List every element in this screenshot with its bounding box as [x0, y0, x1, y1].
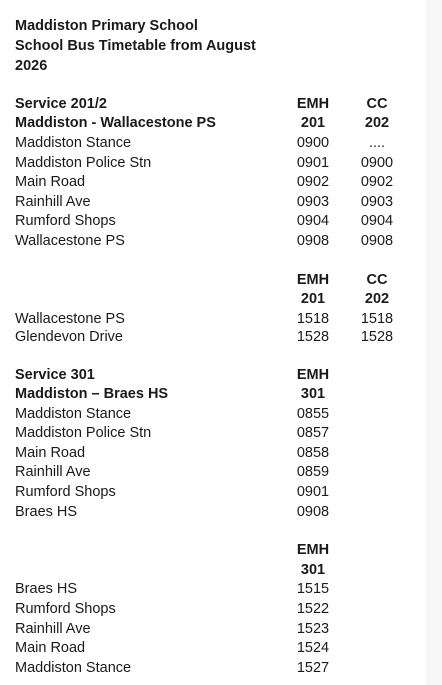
time-301: 1515 [296, 581, 330, 597]
table-row [0, 231, 426, 251]
table-row [0, 638, 426, 658]
time-202: 0908 [360, 233, 394, 249]
time-301: 1524 [296, 640, 330, 656]
time-202: 0904 [360, 213, 394, 229]
title-line-1: Maddiston Primary School [15, 18, 198, 34]
time-202: 1528 [360, 329, 394, 345]
time-201: 1518 [296, 311, 330, 327]
stop-name: Rainhill Ave [15, 464, 91, 480]
stop-name: Main Road [15, 640, 86, 656]
stop-name: Rainhill Ave [15, 194, 91, 210]
operator-cc: CC [366, 96, 388, 112]
afternoon-301-number-row [0, 560, 426, 580]
table-row [0, 211, 426, 231]
time-301: 0855 [296, 406, 330, 422]
service-201-route: Maddiston - Wallacestone PS [15, 115, 216, 131]
table-row [0, 462, 426, 482]
service-301-header-row [0, 365, 426, 385]
time-202: 0902 [360, 174, 394, 190]
service-301-route: Maddiston – Braes HS [15, 386, 169, 402]
time-202: 1518 [360, 311, 394, 327]
time-301: 0901 [296, 484, 330, 500]
service-201-header-row [0, 94, 426, 114]
table-row [0, 443, 426, 463]
table-row [0, 579, 426, 599]
stop-name: Wallacestone PS [15, 311, 125, 327]
service-301-name: Service 301 [15, 367, 95, 383]
time-201: 0904 [296, 213, 330, 229]
service-number-201: 201 [300, 115, 326, 131]
time-202: 0903 [360, 194, 394, 210]
stop-name: Glendevon Drive [15, 329, 123, 345]
table-row [0, 502, 426, 522]
stop-name: Main Road [15, 174, 86, 190]
stop-name: Rumford Shops [15, 484, 116, 500]
time-201: 0908 [296, 233, 330, 249]
table-row [0, 172, 426, 192]
time-201: 1528 [296, 329, 330, 345]
operator-cc: CC [366, 272, 388, 288]
table-row [0, 658, 426, 678]
title-line-2: School Bus Timetable from August [15, 38, 256, 54]
time-301: 1523 [296, 621, 330, 637]
operator-emh: EMH [296, 272, 330, 288]
time-201: 0902 [296, 174, 330, 190]
table-row [0, 599, 426, 619]
stop-name: Main Road [15, 445, 86, 461]
table-row [0, 327, 426, 347]
stop-name: Wallacestone PS [15, 233, 125, 249]
service-number-202: 202 [364, 291, 390, 307]
table-row [0, 482, 426, 502]
operator-emh: EMH [296, 367, 330, 383]
stop-name: Maddiston Stance [15, 660, 132, 676]
table-row [0, 133, 426, 153]
document-title [15, 16, 256, 76]
time-201: 0901 [296, 155, 330, 171]
service-201-name: Service 201/2 [15, 96, 107, 112]
afternoon-201-number-row [0, 289, 426, 309]
stop-name: Braes HS [15, 504, 78, 520]
service-number-301: 301 [300, 562, 326, 578]
time-301: 0858 [296, 445, 330, 461]
right-edge [426, 0, 442, 685]
stop-name: Rumford Shops [15, 601, 116, 617]
time-301: 0859 [296, 464, 330, 480]
time-201: 0903 [296, 194, 330, 210]
afternoon-301-header-row [0, 540, 426, 560]
stop-name: Maddiston Stance [15, 406, 132, 422]
time-202: 0900 [360, 155, 394, 171]
title-line-3: 2026 [15, 58, 48, 74]
stop-name: Maddiston Stance [15, 135, 132, 151]
time-202: .... [368, 135, 386, 151]
table-row [0, 404, 426, 424]
stop-name: Rumford Shops [15, 213, 116, 229]
stop-name: Braes HS [15, 581, 78, 597]
service-number-301: 301 [300, 386, 326, 402]
service-number-201: 201 [300, 291, 326, 307]
time-301: 0857 [296, 425, 330, 441]
operator-emh: EMH [296, 542, 330, 558]
stop-name: Maddiston Police Stn [15, 155, 152, 171]
service-301-route-row [0, 384, 426, 404]
service-201-route-row [0, 113, 426, 133]
time-201: 0900 [296, 135, 330, 151]
operator-emh: EMH [296, 96, 330, 112]
table-row [0, 619, 426, 639]
table-row [0, 192, 426, 212]
time-301: 0908 [296, 504, 330, 520]
stop-name: Rainhill Ave [15, 621, 91, 637]
table-row [0, 153, 426, 173]
time-301: 1522 [296, 601, 330, 617]
afternoon-201-header-row [0, 270, 426, 290]
stop-name: Maddiston Police Stn [15, 425, 152, 441]
service-number-202: 202 [364, 115, 390, 131]
time-301: 1527 [296, 660, 330, 676]
table-row [0, 309, 426, 329]
table-row [0, 423, 426, 443]
